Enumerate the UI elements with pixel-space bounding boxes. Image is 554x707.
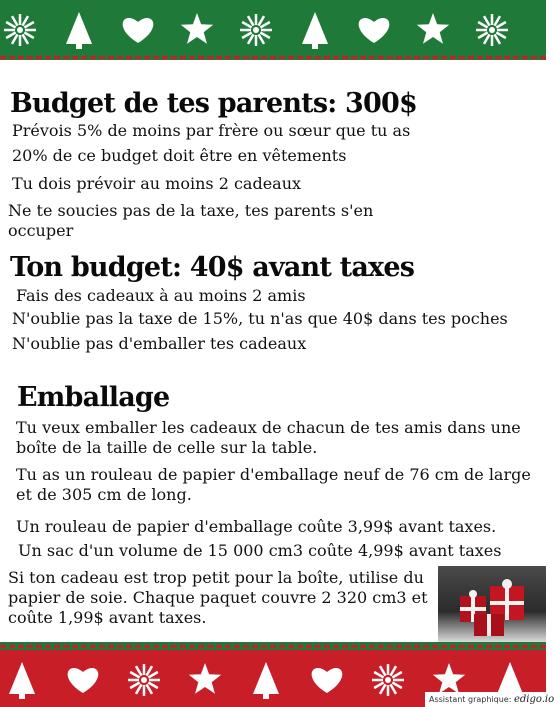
star-icon: [417, 13, 449, 44]
your-line-1: Fais des cadeaux à au moins 2 amis: [16, 286, 306, 305]
credit-footer: [425, 692, 554, 707]
heart-icon: [312, 668, 343, 693]
heart-icon: [123, 18, 154, 43]
wrapping-line-5: Si ton cadeau est trop petit pour la boîte, utilise du papier de soie. Chaque paquet couvre 2 320 cm3 et coûte 1,99$ avant taxes.: [8, 568, 428, 627]
parents-line-4: Ne te soucies pas de la taxe, tes parents s'en occuper: [8, 201, 374, 240]
snowflake-icon: [128, 664, 160, 696]
bottom-dashed-border: [0, 645, 546, 648]
gift-boxes-icon: [438, 566, 546, 642]
tree-icon: [66, 12, 92, 49]
tree-icon: [302, 12, 328, 49]
your-line-3: N'oublie pas d'emballer tes cadeaux: [12, 334, 307, 353]
top-dashed-border: [0, 56, 546, 59]
your-line-2: N'oublie pas la taxe de 15%, tu n'as que 40$ dans tes poches: [12, 309, 508, 328]
tree-icon: [253, 662, 279, 699]
heart-icon: [68, 668, 99, 693]
your-budget-title: Ton budget: 40$ avant taxes: [10, 252, 415, 283]
heart-icon: [359, 18, 390, 43]
credit-label: Assistant graphique:: [429, 695, 512, 704]
snowflake-icon: [372, 664, 404, 696]
snowflake-icon: [4, 14, 36, 46]
edigo-logo: edigo.io: [513, 694, 554, 705]
star-icon: [189, 663, 221, 694]
wrapping-line-4: Un sac d'un volume de 15 000 cm3 coûte 4,99$ avant taxes: [18, 541, 502, 560]
star-icon: [181, 13, 213, 44]
gift-boxes-photo: [438, 566, 546, 642]
wrapping-line-1: Tu veux emballer les cadeaux de chacun de tes amis dans une boîte de la taille de celle sur la table.: [16, 418, 521, 457]
parents-line-1: Prévois 5% de moins par frère ou sœur que tu as: [12, 121, 411, 140]
snowflake-icon: [240, 14, 272, 46]
snowflake-icon: [476, 14, 508, 46]
top-decorative-band: [0, 0, 546, 60]
parents-budget-title: Budget de tes parents: 300$: [10, 88, 417, 119]
wrapping-line-3: Un rouleau de papier d'emballage coûte 3,99$ avant taxes.: [16, 517, 497, 536]
wrapping-line-2: Tu as un rouleau de papier d'emballage neuf de 76 cm de large et de 305 cm de long.: [16, 465, 531, 504]
wrapping-title: Emballage: [17, 382, 170, 413]
parents-line-3: Tu dois prévoir au moins 2 cadeaux: [12, 174, 302, 193]
tree-icon: [9, 662, 35, 699]
star-icon: [433, 663, 465, 694]
top-band-icons: [0, 0, 546, 60]
parents-line-2: 20% de ce budget doit être en vêtements: [12, 146, 347, 165]
